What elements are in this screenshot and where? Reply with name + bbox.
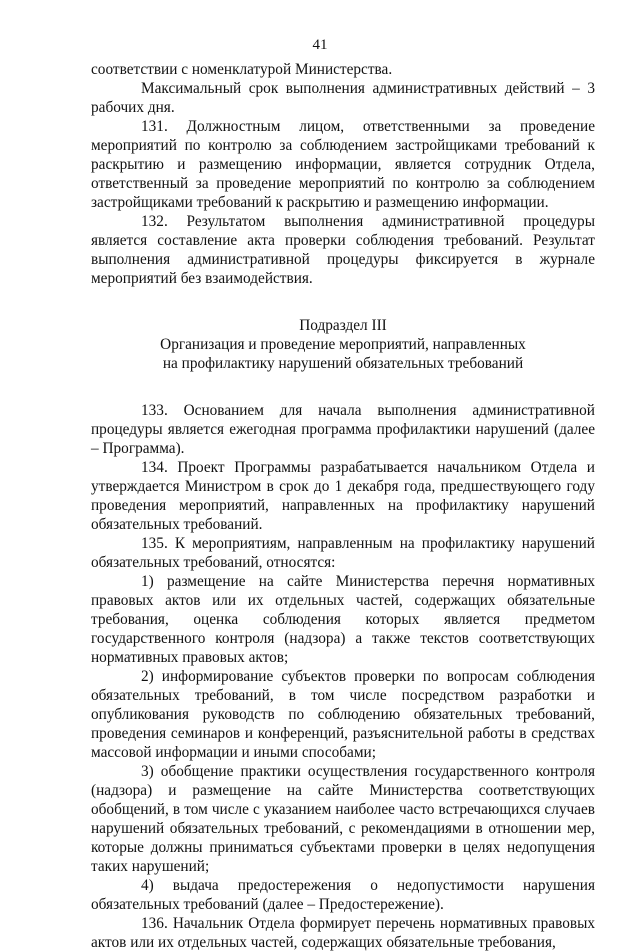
section-title: Подраздел III [299,317,387,334]
paragraph-132: 132. Результатом выполнения административной процедуры является составление акта проверки соблюдения требований. Результат выполнения административной процедуры фиксируется в журнале мероприятий без взаимодействия. [91,213,595,287]
page-number: 41 [312,37,328,53]
spacer [91,288,595,316]
paragraph-134: 134. Проект Программы разрабатывается начальником Отдела и утверждается Министром в срок до 1 декабря года, предшествующего году проведения мероприятий, направленных на профилактику нарушений обязательных требований. [91,459,595,533]
list-item-2: 2) информирование субъектов проверки по вопросам соблюдения обязательных требований, в том числе посредством разработки и опубликования руководств по соблюдению обязательных требований, проведения семинаров и конференций, разъяснительной работы в средствах массовой информации и иными способами; [91,668,595,761]
document-body [91,60,595,952]
list-item-4: 4) выдача предостережения о недопустимости нарушения обязательных требований (далее – Предостережение). [91,877,595,913]
paragraph-136: 136. Начальник Отдела формирует перечень нормативных правовых актов или их отдельных частей, содержащих обязательные требования, [91,915,595,951]
paragraph-135: 135. К мероприятиям, направленным на профилактику нарушений обязательных требований, относятся: [91,535,595,571]
paragraph-131: 131. Должностным лицом, ответственными за проведение мероприятий по контролю за соблюдением застройщиками требований к раскрытию и размещению информации, является сотрудник Отдела, ответственный за проведение мероприятий по контролю за соблюдением застройщиками требований к раскрытию и размещению информации. [91,118,595,211]
paragraph-133: 133. Основанием для начала выполнения административной процедуры является ежегодная программа профилактики нарушений (далее – Программа). [91,402,595,457]
section-subtitle-line-1: Организация и проведение мероприятий, направленных [160,336,526,353]
list-item-3: 3) обобщение практики осуществления государственного контроля (надзора) и размещение на сайте Министерства соответствующих обобщений, в том числе с указанием наиболее часто встречающихся случаев нарушений обязательных требований, с рекомендациями в отношении мер, которые должны приниматься субъектами проверки в целях недопущения таких нарушений; [91,763,595,875]
spacer [91,373,595,401]
paragraph-max-duration: Максимальный срок выполнения административных действий – 3 рабочих дня. [91,80,595,116]
paragraph-continuation: соответствии с номенклатурой Министерства. [91,61,393,78]
list-item-1: 1) размещение на сайте Министерства перечня нормативных правовых актов или их отдельных частей, содержащих обязательные требования, оценка соблюдения которых является предметом государственного контроля (надзора) а также текстов соответствующих нормативных правовых актов; [91,573,595,666]
section-subtitle-line-2: на профилактику нарушений обязательных требований [162,355,524,372]
